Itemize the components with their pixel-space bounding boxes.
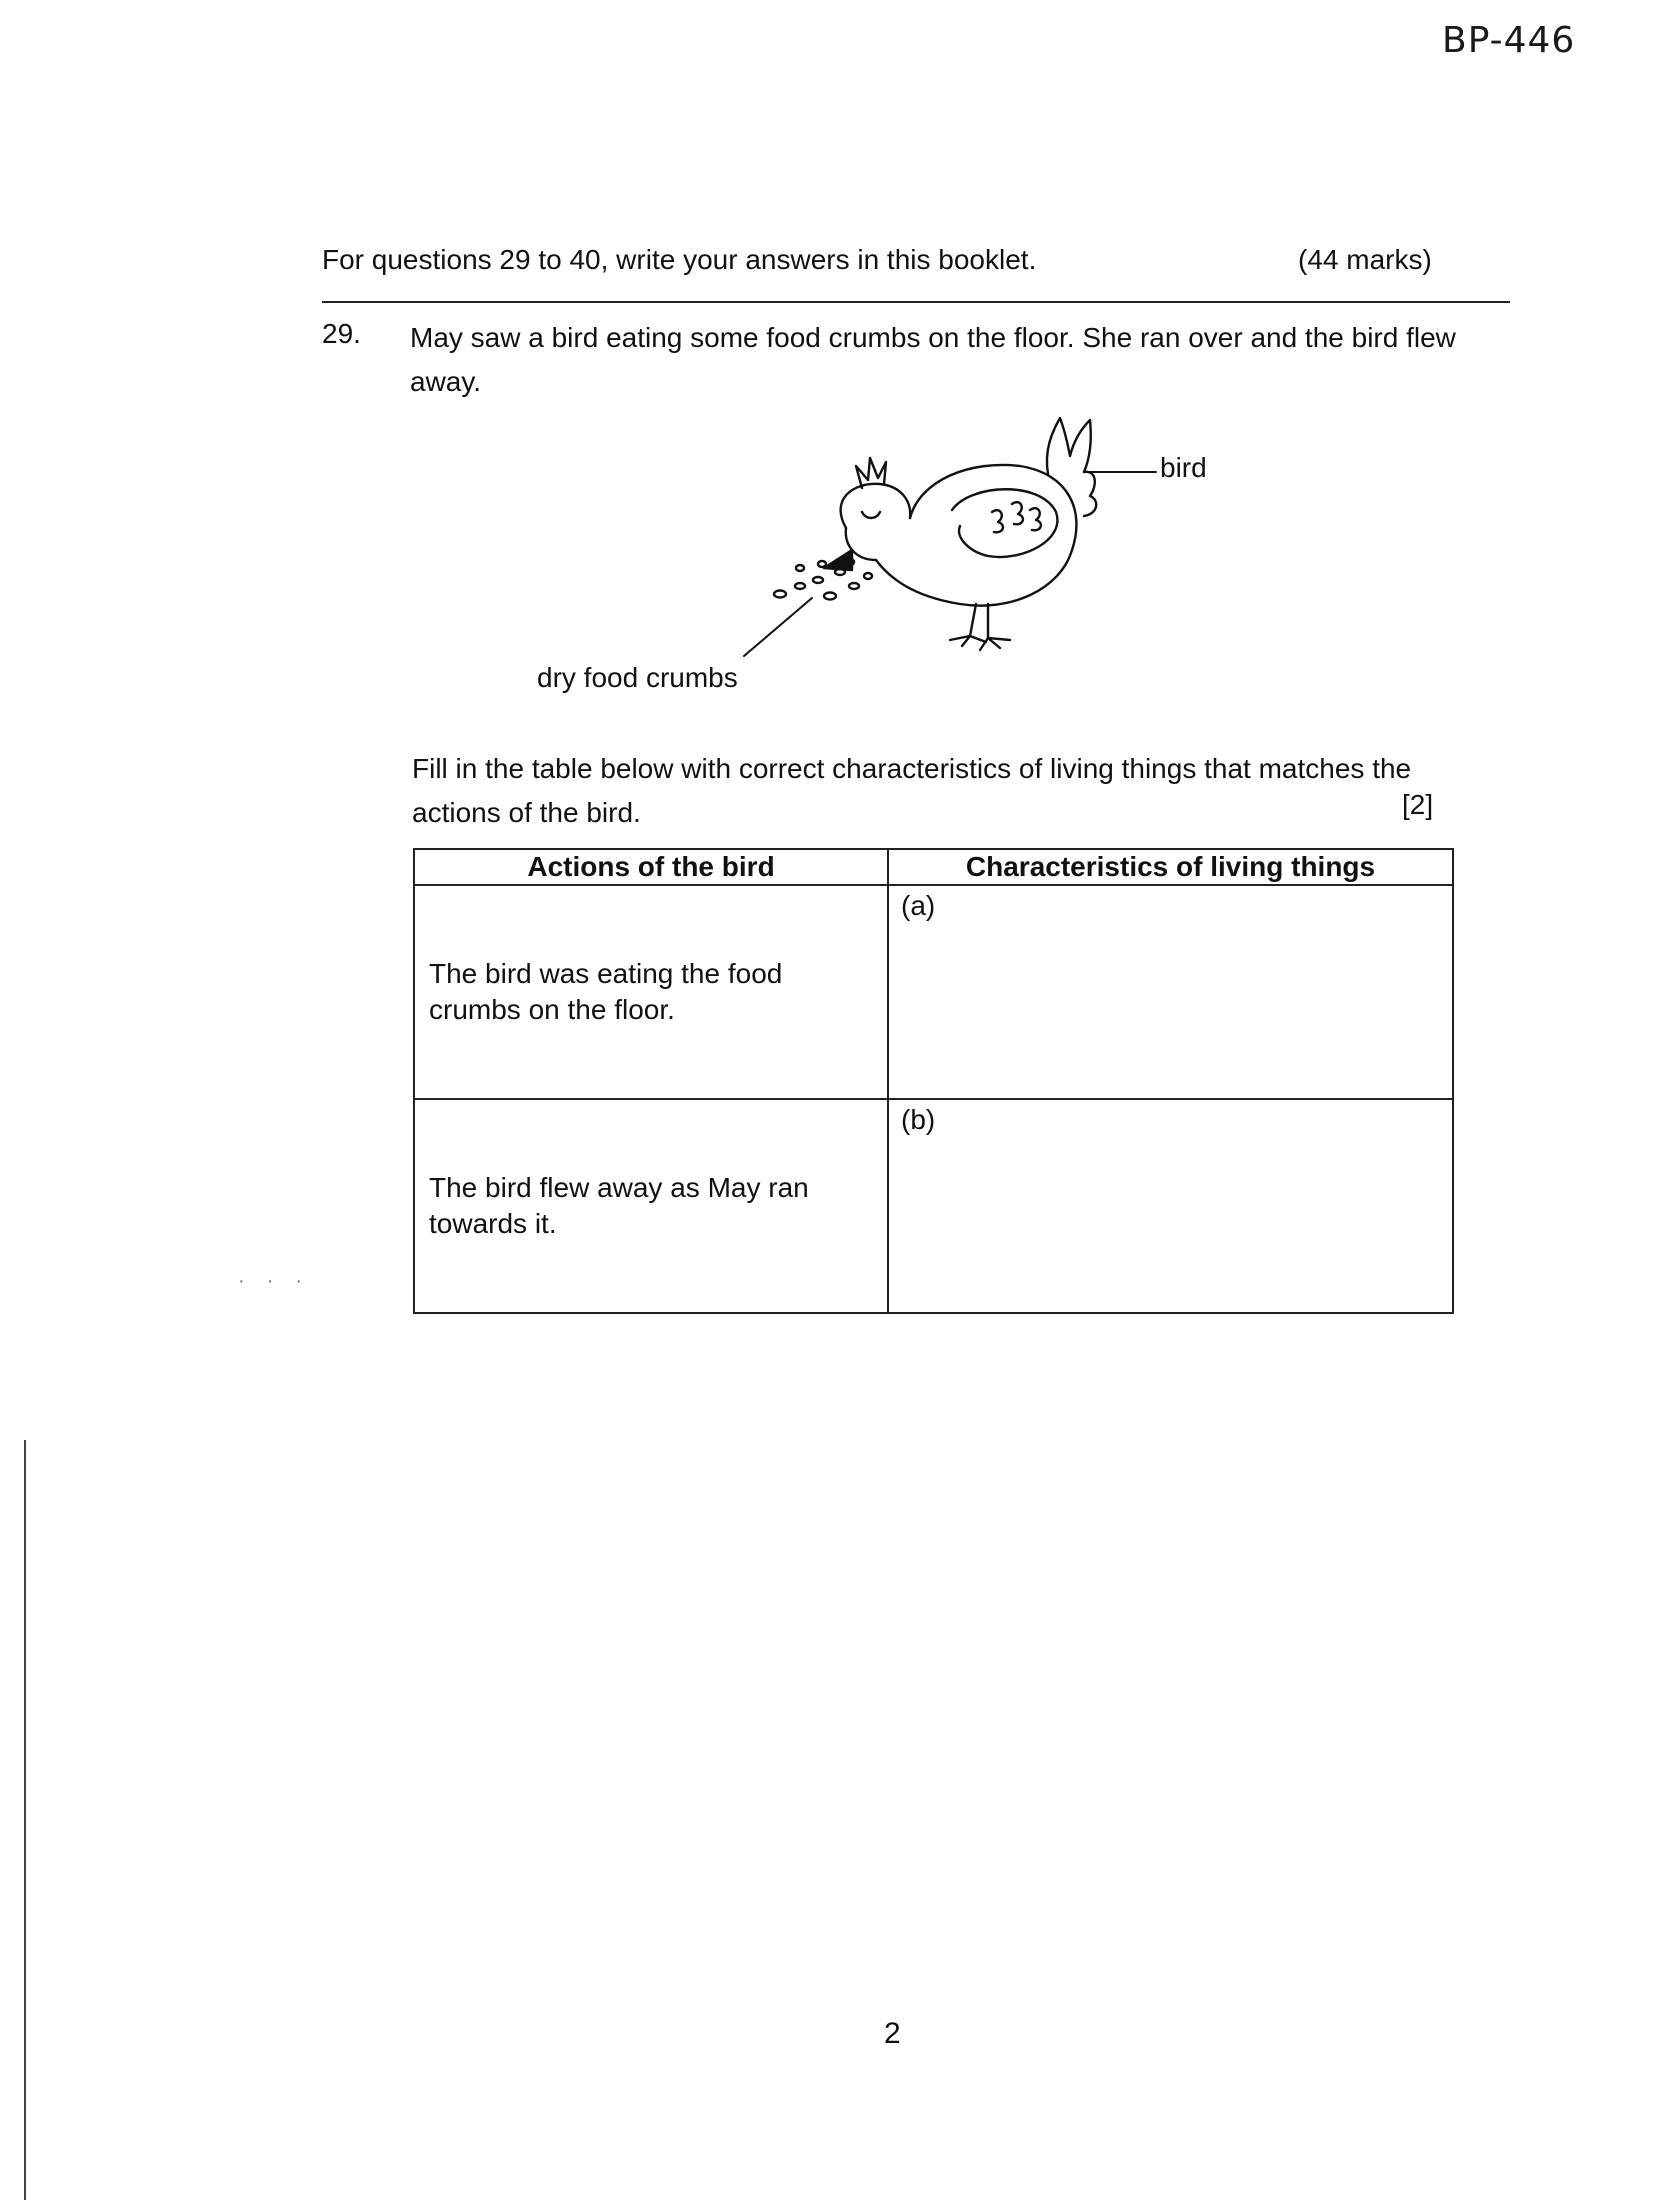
bird-eye-icon — [862, 512, 880, 518]
answer-label: (b) — [901, 1104, 936, 1135]
food-crumbs-icon — [774, 559, 872, 600]
bird-head-icon — [841, 484, 911, 528]
section-instructions — [322, 244, 1452, 276]
header-characteristics: Characteristics of living things — [888, 849, 1453, 885]
question-marks: [2] — [1402, 789, 1434, 820]
answer-cell-a[interactable] — [888, 885, 1453, 1099]
table-instruction: Fill in the table below with correct characteristics of living things that matches the actions of the bird. — [412, 753, 1412, 828]
table-row — [414, 885, 1453, 1099]
section-divider — [322, 301, 1510, 303]
section-marks: (44 marks) — [1298, 244, 1432, 275]
question-stem: May saw a bird eating some food crumbs on the floor. She ran over and the bird flew away. — [410, 322, 1456, 397]
instructions-text: For questions 29 to 40, write your answers in this booklet. — [322, 244, 1037, 275]
answer-cell-b[interactable] — [888, 1099, 1453, 1313]
page-code: BP-446 — [1442, 20, 1576, 61]
bird-tail-icon — [1047, 418, 1091, 474]
action-cell: The bird was eating the food crumbs on the floor. — [414, 885, 888, 1099]
bird-body-icon — [876, 465, 1076, 606]
bird-legs-icon — [970, 604, 988, 638]
action-cell: The bird flew away as May ran towards it. — [414, 1099, 888, 1313]
scan-edge-line — [24, 1440, 26, 2200]
answer-table — [413, 848, 1454, 1314]
header-actions: Actions of the bird — [414, 849, 888, 885]
answer-label: (a) — [901, 890, 936, 921]
question-number: 29. — [322, 318, 361, 349]
table-header-row — [414, 849, 1453, 885]
crumbs-label-leader — [744, 598, 812, 656]
page-number: 2 — [884, 2017, 901, 2050]
figure-label-crumbs: dry food crumbs — [537, 662, 738, 693]
table-row — [414, 1099, 1453, 1313]
scan-noise-dots: ··· — [238, 1270, 324, 1292]
figure-label-bird: bird — [1160, 452, 1207, 483]
